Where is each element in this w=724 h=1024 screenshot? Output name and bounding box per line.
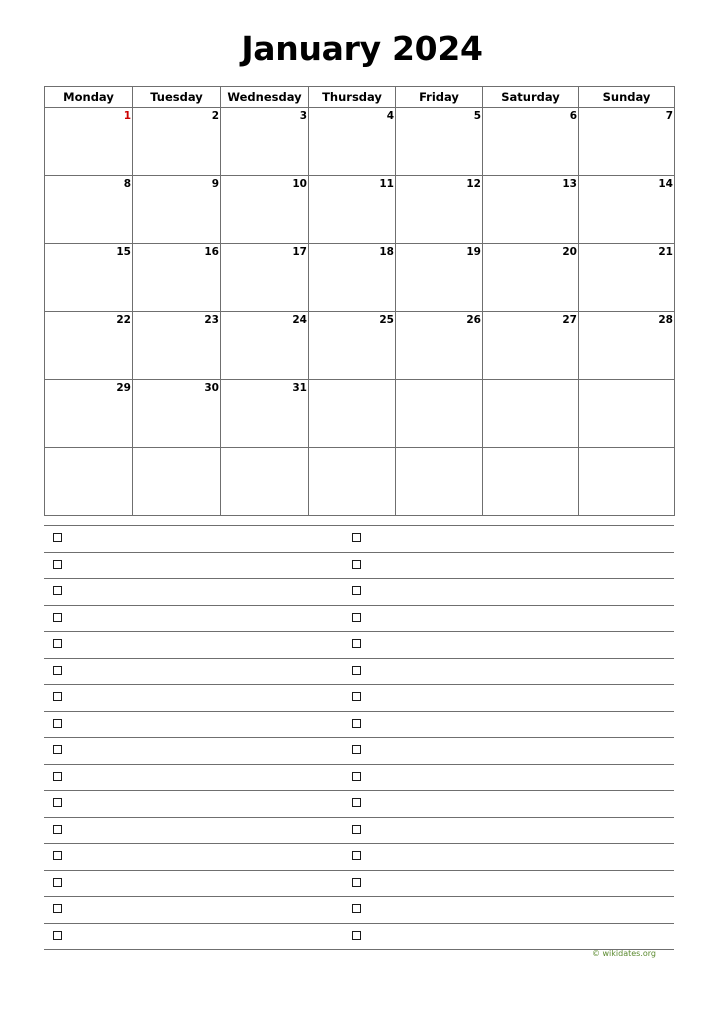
todo-checkbox[interactable] [53, 666, 62, 675]
todo-row [44, 738, 674, 765]
todo-checkbox[interactable] [352, 931, 361, 940]
day-cell[interactable] [483, 448, 579, 516]
day-number [483, 380, 578, 382]
todo-checkbox[interactable] [352, 639, 361, 648]
day-cell[interactable] [221, 108, 309, 176]
day-cell[interactable] [45, 108, 133, 176]
day-cell[interactable] [45, 448, 133, 516]
todo-checkbox[interactable] [352, 560, 361, 569]
weekday-header: Sunday [579, 87, 675, 108]
day-cell[interactable] [221, 244, 309, 312]
week-row [45, 108, 675, 176]
day-number: 1 [123, 110, 131, 122]
day-cell[interactable] [396, 312, 483, 380]
todo-row [44, 712, 674, 739]
day-cell[interactable] [483, 244, 579, 312]
todo-checkbox[interactable] [53, 639, 62, 648]
day-number [45, 448, 132, 450]
todo-checkbox[interactable] [352, 666, 361, 675]
day-number [396, 448, 482, 450]
day-number [221, 448, 308, 450]
weekday-header: Monday [45, 87, 133, 108]
todo-checkbox[interactable] [53, 825, 62, 834]
todo-row [44, 818, 674, 845]
day-cell[interactable] [45, 380, 133, 448]
weekday-header: Wednesday [221, 87, 309, 108]
day-number: 19 [466, 246, 481, 258]
weekday-header: Thursday [309, 87, 396, 108]
todo-row [44, 924, 674, 951]
day-number: 12 [466, 178, 481, 190]
day-cell[interactable] [309, 244, 396, 312]
todo-row [44, 871, 674, 898]
footer-credit: © wikidates.org [591, 949, 656, 958]
todo-checkbox[interactable] [53, 586, 62, 595]
day-cell[interactable] [45, 176, 133, 244]
day-number: 9 [211, 178, 219, 190]
day-cell[interactable] [396, 380, 483, 448]
todo-checkbox[interactable] [352, 613, 361, 622]
todo-checkbox[interactable] [53, 904, 62, 913]
todo-row [44, 897, 674, 924]
todo-checkbox[interactable] [352, 904, 361, 913]
todo-row [44, 685, 674, 712]
todo-checkbox[interactable] [53, 533, 62, 542]
day-number: 23 [204, 314, 219, 326]
weekday-header: Friday [396, 87, 483, 108]
day-number [309, 448, 395, 450]
day-number: 27 [562, 314, 577, 326]
weekday-header-row [45, 87, 675, 108]
day-cell[interactable] [579, 108, 675, 176]
todo-checkbox[interactable] [352, 692, 361, 701]
todo-row [44, 553, 674, 580]
day-cell[interactable] [133, 380, 221, 448]
day-cell[interactable] [579, 448, 675, 516]
day-cell[interactable] [483, 380, 579, 448]
todo-checkbox[interactable] [352, 851, 361, 860]
day-number: 6 [569, 110, 577, 122]
day-number: 4 [386, 110, 394, 122]
day-number [309, 380, 395, 382]
day-number: 25 [379, 314, 394, 326]
day-number: 13 [562, 178, 577, 190]
todo-checkbox[interactable] [352, 772, 361, 781]
day-cell[interactable] [45, 244, 133, 312]
day-number [579, 448, 674, 450]
day-number: 15 [116, 246, 131, 258]
day-cell[interactable] [579, 244, 675, 312]
day-number [483, 448, 578, 450]
day-number: 8 [123, 178, 131, 190]
day-cell[interactable] [309, 176, 396, 244]
day-cell[interactable] [133, 312, 221, 380]
todo-checkbox[interactable] [53, 719, 62, 728]
day-number: 20 [562, 246, 577, 258]
day-number: 31 [292, 382, 307, 394]
day-cell[interactable] [483, 176, 579, 244]
day-number: 16 [204, 246, 219, 258]
day-cell[interactable] [221, 380, 309, 448]
day-number: 17 [292, 246, 307, 258]
todo-checkbox[interactable] [352, 745, 361, 754]
day-cell[interactable] [221, 176, 309, 244]
day-number: 7 [665, 110, 673, 122]
day-number: 22 [116, 314, 131, 326]
day-number: 21 [658, 246, 673, 258]
todo-row [44, 659, 674, 686]
day-number: 30 [204, 382, 219, 394]
day-number: 29 [116, 382, 131, 394]
week-row [45, 312, 675, 380]
day-number: 3 [299, 110, 307, 122]
day-cell[interactable] [579, 380, 675, 448]
day-cell[interactable] [133, 176, 221, 244]
day-cell[interactable] [309, 108, 396, 176]
todo-checkbox[interactable] [352, 878, 361, 887]
week-row [45, 176, 675, 244]
todo-row [44, 632, 674, 659]
day-cell[interactable] [396, 176, 483, 244]
day-cell[interactable] [221, 312, 309, 380]
day-cell[interactable] [396, 108, 483, 176]
todo-checkbox[interactable] [53, 560, 62, 569]
week-row [45, 448, 675, 516]
todo-row [44, 526, 674, 553]
weekday-header: Saturday [483, 87, 579, 108]
day-cell[interactable] [309, 380, 396, 448]
day-number: 5 [473, 110, 481, 122]
day-number: 2 [211, 110, 219, 122]
todo-row [44, 765, 674, 792]
todo-checkbox[interactable] [53, 851, 62, 860]
day-number: 24 [292, 314, 307, 326]
todo-checkbox[interactable] [53, 931, 62, 940]
todo-checkbox[interactable] [352, 825, 361, 834]
week-row [45, 380, 675, 448]
day-number: 14 [658, 178, 673, 190]
week-row [45, 244, 675, 312]
day-cell[interactable] [45, 312, 133, 380]
day-number [133, 448, 220, 450]
todo-checkbox[interactable] [53, 692, 62, 701]
day-cell[interactable] [483, 312, 579, 380]
todo-checkbox[interactable] [352, 586, 361, 595]
day-cell[interactable] [396, 448, 483, 516]
day-number: 11 [379, 178, 394, 190]
day-cell[interactable] [133, 244, 221, 312]
day-cell[interactable] [221, 448, 309, 516]
page-title: January 2024 [241, 29, 483, 68]
todo-checkbox[interactable] [53, 745, 62, 754]
weekday-header: Tuesday [133, 87, 221, 108]
day-number [579, 380, 674, 382]
todo-checkbox[interactable] [53, 772, 62, 781]
todo-checkbox[interactable] [53, 798, 62, 807]
day-number: 18 [379, 246, 394, 258]
day-cell[interactable] [133, 448, 221, 516]
todo-row [44, 844, 674, 871]
calendar-grid [44, 86, 675, 516]
day-cell[interactable] [579, 176, 675, 244]
day-number: 10 [292, 178, 307, 190]
todo-checkbox[interactable] [352, 719, 361, 728]
day-cell[interactable] [483, 108, 579, 176]
day-cell[interactable] [133, 108, 221, 176]
todo-row [44, 791, 674, 818]
todo-row [44, 606, 674, 633]
todo-checkbox[interactable] [53, 878, 62, 887]
day-cell[interactable] [309, 312, 396, 380]
day-number [396, 380, 482, 382]
day-number: 26 [466, 314, 481, 326]
day-cell[interactable] [579, 312, 675, 380]
todo-checkbox[interactable] [53, 613, 62, 622]
day-number: 28 [658, 314, 673, 326]
todo-list [44, 525, 674, 950]
day-cell[interactable] [309, 448, 396, 516]
todo-checkbox[interactable] [352, 798, 361, 807]
day-cell[interactable] [396, 244, 483, 312]
todo-checkbox[interactable] [352, 533, 361, 542]
todo-row [44, 579, 674, 606]
